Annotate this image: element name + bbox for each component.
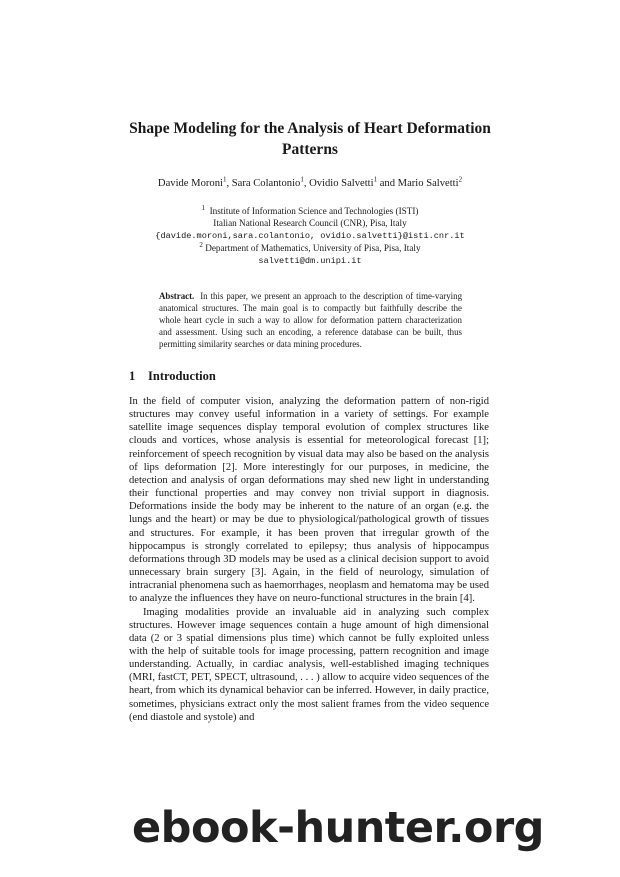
author-separator: and: [377, 178, 398, 189]
abstract-label: Abstract.: [159, 291, 195, 301]
affiliation-mark: 1: [201, 203, 205, 212]
paper-title: Shape Modeling for the Analysis of Heart Deformation Patterns: [129, 120, 491, 158]
author-separator: ,: [303, 178, 310, 189]
body-text: [129, 395, 489, 724]
watermark-text: ebook-hunter.org: [132, 803, 544, 853]
affiliation-2-email: salvetti@dm.unipi.it: [258, 255, 362, 266]
author-name: Ovidio Salvetti: [309, 178, 374, 189]
affiliation-2-line1: Department of Mathematics, University of Pisa, Pisa, Italy: [205, 243, 421, 254]
author-list: [80, 177, 540, 191]
affiliation-1-line1: Institute of Information Science and Technologies (ISTI): [209, 206, 419, 216]
affiliations: [80, 205, 540, 267]
author-affiliation-mark: 1: [373, 175, 378, 184]
author-name: Davide Moroni: [157, 178, 223, 189]
section-heading: [129, 368, 489, 384]
author-affiliation-mark: 1: [222, 175, 227, 184]
affiliation-1-name: [80, 205, 540, 217]
author-name: Mario Salvetti: [397, 178, 459, 189]
body-paragraph: In the field of computer vision, analyzing the deformation pattern of non-rigid structures may convey useful information in a variety of settings. For example satellite image sequences display temporal evolution of complex structures like clouds and vortices, whose analysis is essential for meteorological forecast [1]; reinforcement of speech recognition by visual data may also be based on the analysis of lips deformation [2]. More interestingly for our purposes, in medicine, the detection and analysis of organ deformations may shed new light in understanding their functional properties and may convey non trivial support in diagnosis. Deformations inside the body may be inherent to the nature of an organ (e.g. the lungs and the heart) or may be due to physiological/pathological growth of tissues and structures. For example, it has been proven that irregular growth of the hippocampus is strongly correlated to epilepsy; thus analysis of hippocampus deformations through 3D models may be used as a clinical decision support to avoid unnecessary brain surgery [3]. Again, in the field of neurology, simulation of intracranial phenomena such as haemorrhages, neoplasm and hematoma may be used to analyze the influences they have on neuro-functional structures in the brain [4].: [129, 396, 489, 605]
abstract-text: In this paper, we present an approach to the description of time-varying anatomical structures. The main goal is to compactly but faithfully describe the whole heart cycle in such a way to allow for deformation pattern characterization and assessment. Using such an encoding, a reference database can be built, thus permitting similarity searches or data mining procedures.: [159, 291, 463, 350]
abstract: [159, 290, 462, 350]
affiliation-1-address: Italian National Research Council (CNR), Pisa, Italy: [213, 218, 407, 229]
section-title: Introduction: [148, 369, 216, 383]
affiliation-1-email: {davide.moroni,sara.colantonio, ovidio.salvetti}@isti.cnr.it: [155, 230, 465, 241]
affiliation-mark: 2: [199, 241, 203, 250]
author-separator: ,: [226, 178, 232, 189]
body-paragraph: Imaging modalities provide an invaluable aid in analyzing such complex structures. However image sequences contain a huge amount of high dimensional data (2 or 3 spatial dimensions plus time) which cannot be fully exploited unless with the help of suitable tools for image processing, pattern recognition and image understanding. Actually, in cardiac analysis, well-established imaging techniques (MRI, fastCT, PET, SPECT, ultrasound, . . . ) allow to acquire video sequences of the heart, from which its dynamical behavior can be inferred. However, in daily practice, sometimes, physicians extract only the most salient frames from the video sequence (end diastole and systole) and: [129, 606, 489, 723]
author-affiliation-mark: 2: [458, 175, 463, 184]
section-number: 1: [129, 369, 136, 383]
affiliation-2-name: [80, 242, 540, 254]
author-affiliation-mark: 1: [300, 175, 304, 184]
author-name: Sara Colantonio: [231, 178, 301, 189]
